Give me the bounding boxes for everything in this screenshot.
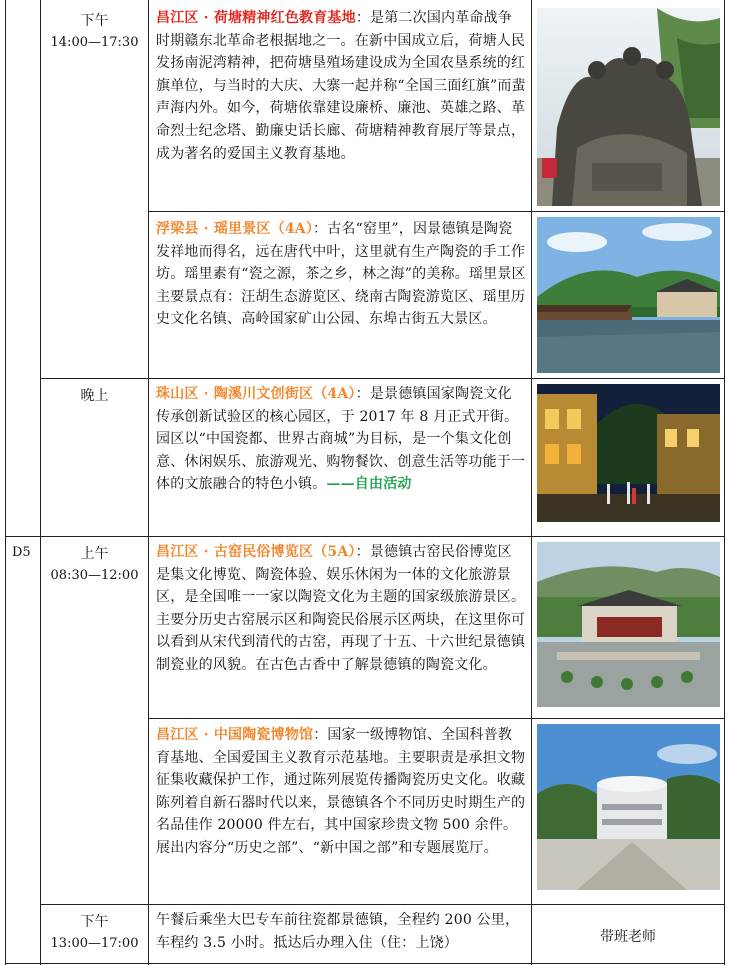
grid-line [148,0,149,965]
row4-description: 昌江区 · 古窑民俗博览区（5A）：景德镇古窑民俗博览区是集文化博览、陶瓷体验、娱乐休闲为一体的文化旅游景区，是全国唯一一家以陶瓷文化为主题的国家级旅游景区。主要分历史古窑展示区和陶瓷民俗展示区两块，在这里你可以看到从宋代到清代的古窑，再现了十五、十六世纪景德镇制瓷业的风貌。在古色古香中了解景德镇的陶瓷文化。 [156,544,526,673]
ancient-kiln-title: 昌江区 · 古窑民俗博览区（5A） [156,544,356,560]
row6-description: 午餐后乘坐大巴专车前往瓷都景德镇，全程约 200 公里，车程约 3.5 小时。抵达后办理入住（住：上饶） [156,912,520,951]
sculpture-photo [537,8,720,206]
period-afternoon: 下午 14:00—17:30 [50,13,139,50]
period-evening: 晚上 [80,388,109,404]
row3-description: 珠山区 · 陶溪川文创街区（4A）：是景德镇国家陶瓷文化传承创新试验区的核心园区，于 2017 年 8 月正式开街。园区以“中国瓷都、世界古商城”为目标，是一个集文化创意、休闲娱乐、旅游观光、购物餐饮、创意生活等功能于一体的文旅融合的特色小镇。——自由活动 [156,386,526,493]
grid-line [724,0,725,965]
guide-label: 带班老师 [600,929,656,945]
grid-line [40,904,725,905]
day-label: D5 [12,545,31,560]
row5-description: 昌江区 · 中国陶瓷博物馆：国家一级博物馆、全国科普教育基地、全国爱国主义教育示范基地。主要职责是承担文物征集收藏保护工作，通过陈列展览传播陶瓷历史文化。收藏陈列着自新石器时代以来，景德镇各个不同历史时期生产的名品佳作 20000 件左右，其中国家珍贵文物 500 余件。展出内容分“历史之部”、“新中国之部”和专题展览厅。 [156,727,526,856]
grid-line [5,0,6,965]
museum-photo [537,724,720,890]
period-morning: 上午 08:30—12:00 [50,546,139,583]
museum-title: 昌江区 · 中国陶瓷博物馆 [156,727,314,743]
ancient-kiln-photo [537,542,720,707]
grid-line [148,718,725,719]
row2-description: 浮梁县 · 瑶里景区（4A）：古名“窑里”，因景德镇是陶瓷发祥地而得名，远在唐代中叶，这里就有生产陶瓷的手工作坊。瑶里素有“瓷之源，茶之乡，林之海”的美称。瑶里景区主要景点有：汪胡生态游览区、绕南古陶瓷游览区、瑶里历史文化名镇、高岭国家矿山公园、东埠古街五大景区。 [156,221,526,328]
village-bridge-photo [537,217,720,373]
grid-line [40,0,41,965]
row1-description: 昌江区 · 荷塘精神红色教育基地：是第二次国内革命战争时期赣东北革命老根据地之一。在新中国成立后，荷塘人民发扬南泥湾精神，把荷塘垦殖场建设成为全国农垦系统的红旗单位，与当时的大庆、大寨一起并称“全国三面红旗”而蜚声海内外。如今，荷塘依靠建设廉桥、廉池、英雄之路、革命烈士纪念塔、勤廉史话长廊、荷塘精神教育展厅等景点，成为著名的爱国主义教育基地。 [156,10,526,162]
grid-line [40,378,725,379]
period-afternoon-2: 下午 13:00—17:00 [50,914,139,951]
heritage-title: 昌江区 · 荷塘精神红色教育基地 [156,10,356,26]
grid-line [5,536,725,537]
grid-line [5,963,725,964]
grid-line [531,0,532,965]
taoxichuan-title: 珠山区 · 陶溪川文创街区（4A） [156,386,356,402]
yaoli-title: 浮梁县 · 瑶里景区（4A） [156,221,314,237]
free-activity: ——自由活动 [326,476,412,493]
night-street-photo [537,384,720,522]
grid-line [148,211,725,212]
